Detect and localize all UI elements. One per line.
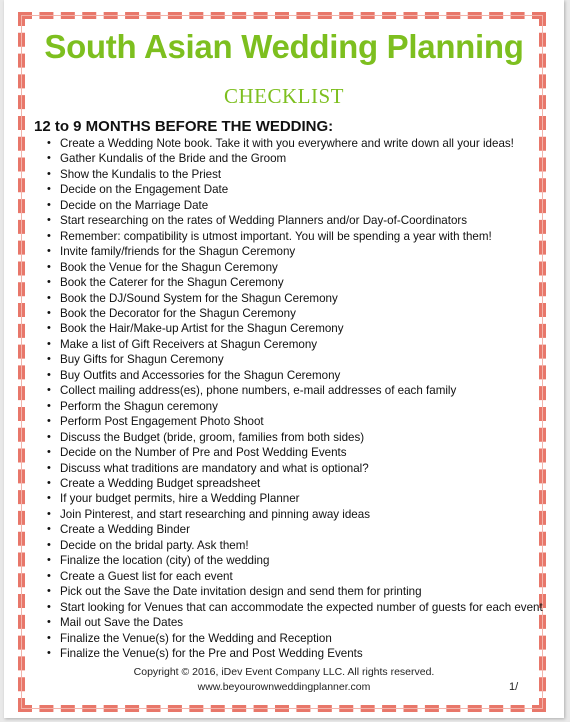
bullet-icon: •: [47, 167, 51, 180]
checklist-item-text: Create a Guest list for each event: [60, 569, 233, 583]
checklist-item-text: Start looking for Venues that can accommodate the expected number of guests for each event: [60, 600, 543, 614]
checklist-item-text: Create a Wedding Note book. Take it with you everywhere and write down all your ideas!: [60, 137, 514, 150]
checklist-item-text: Create a Wedding Budget spreadsheet: [60, 476, 261, 490]
checklist-item: [36, 491, 546, 506]
checklist-item-text: Buy Gifts for Shagun Ceremony: [60, 353, 224, 367]
checklist-item: [36, 615, 546, 630]
checklist-item: [36, 646, 546, 661]
checklist-item: [36, 306, 546, 321]
document-page: [4, 0, 564, 718]
checklist-item-text: Book the DJ/Sound System for the Shagun Ceremony: [60, 291, 338, 305]
checklist-item: [36, 430, 546, 445]
bullet-icon: •: [47, 569, 51, 582]
checklist-item: [36, 182, 546, 197]
checklist-item: [36, 244, 546, 259]
bullet-icon: •: [47, 492, 51, 505]
checklist-item-text: Decide on the bridal party. Ask them!: [60, 538, 249, 552]
bullet-icon: •: [47, 600, 51, 613]
checklist-item: [36, 260, 546, 275]
bullet-icon: •: [47, 538, 51, 551]
checklist-item: [36, 522, 546, 537]
checklist-item-text: Discuss the Budget (bride, groom, families from both sides): [60, 430, 365, 444]
page-number: 1/: [509, 681, 519, 693]
bullet-icon: •: [47, 353, 51, 366]
copyright-text: Copyright © 2016, iDev Event Company LLC. All rights reserved.: [133, 666, 435, 678]
bullet-icon: •: [47, 415, 51, 428]
checklist-item: [36, 229, 546, 244]
bullet-icon: •: [47, 137, 51, 149]
checklist-item-text: Finalize the Venue(s) for the Pre and Post Wedding Events: [60, 646, 363, 660]
checklist-item: [36, 352, 546, 367]
bullet-icon: •: [47, 523, 51, 536]
checklist-item-text: Join Pinterest, and start researching and pinning away ideas: [60, 507, 370, 521]
checklist-item: [36, 600, 546, 615]
checklist-item-text: Make a list of Gift Receivers at Shagun Ceremony: [60, 337, 318, 351]
bullet-icon: •: [47, 322, 51, 335]
checklist-item: [36, 553, 546, 568]
checklist-item: [36, 321, 546, 336]
bullet-icon: •: [47, 554, 51, 567]
checklist-item: [36, 275, 546, 290]
bullet-icon: •: [47, 476, 51, 489]
bullet-icon: •: [47, 152, 51, 165]
checklist-item-text: Decide on the Marriage Date: [60, 198, 209, 212]
checklist-item-text: Discuss what traditions are mandatory and what is optional?: [60, 461, 369, 475]
checklist-item: [36, 445, 546, 460]
checklist-item-text: Book the Caterer for the Shagun Ceremony: [60, 276, 284, 290]
checklist-item: [36, 198, 546, 213]
bullet-icon: •: [47, 646, 51, 659]
checklist-item-text: Gather Kundalis of the Bride and the Groom: [60, 152, 287, 166]
checklist-item: [36, 631, 546, 646]
checklist-item-text: Book the Decorator for the Shagun Ceremony: [60, 306, 296, 320]
checklist-item: [36, 569, 546, 584]
checklist-item: [36, 476, 546, 491]
bullet-icon: •: [47, 245, 51, 258]
checklist-item: [36, 167, 546, 182]
bullet-icon: •: [47, 214, 51, 227]
checklist-item: [36, 337, 546, 352]
checklist-item-text: Decide on the Number of Pre and Post Wedding Events: [60, 446, 347, 460]
checklist-item: [36, 399, 546, 414]
checklist-item-text: Book the Venue for the Shagun Ceremony: [60, 260, 278, 274]
checklist-item: [36, 291, 546, 306]
checklist-item-text: Pick out the Save the Date invitation design and send them for printing: [60, 585, 422, 599]
bullet-icon: •: [47, 306, 51, 319]
bullet-icon: •: [47, 446, 51, 459]
checklist-item: [36, 368, 546, 383]
bullet-icon: •: [47, 260, 51, 273]
checklist-item-text: Perform the Shagun ceremony: [60, 399, 218, 413]
checklist-item-text: Mail out Save the Dates: [60, 616, 184, 630]
checklist-item: [36, 584, 546, 599]
checklist-item-text: Finalize the Venue(s) for the Wedding and Reception: [60, 631, 332, 645]
bullet-icon: •: [47, 291, 51, 304]
document-title: South Asian Wedding Planning: [44, 28, 524, 65]
checklist-item: [36, 538, 546, 553]
checklist-item: [36, 151, 546, 166]
checklist-item-text: Collect mailing address(es), phone numbers, e-mail addresses of each family: [60, 384, 457, 398]
checklist-item-text: Remember: compatibility is utmost important. You will be spending a year with them!: [60, 229, 492, 243]
checklist-item-text: Invite family/friends for the Shagun Ceremony: [60, 245, 296, 259]
checklist-item: [36, 136, 546, 151]
bullet-icon: •: [47, 461, 51, 474]
bullet-icon: •: [47, 276, 51, 289]
bullet-icon: •: [47, 585, 51, 598]
bullet-icon: •: [47, 616, 51, 629]
bullet-icon: •: [47, 507, 51, 520]
bullet-icon: •: [47, 368, 51, 381]
bullet-icon: •: [47, 198, 51, 211]
checklist-item-text: Perform Post Engagement Photo Shoot: [60, 415, 264, 429]
bullet-icon: •: [47, 430, 51, 443]
checklist-item: [36, 383, 546, 398]
checklist-item-text: Create a Wedding Binder: [60, 523, 190, 537]
checklist-item-text: Finalize the location (city) of the wedding: [60, 554, 270, 568]
bullet-icon: •: [47, 399, 51, 412]
checklist-item: [36, 414, 546, 429]
checklist-item: [36, 507, 546, 522]
checklist-item-text: Buy Outfits and Accessories for the Shagun Ceremony: [60, 368, 341, 382]
checklist-item-text: Book the Hair/Make-up Artist for the Shagun Ceremony: [60, 322, 344, 336]
bullet-icon: •: [47, 384, 51, 397]
bullet-icon: •: [47, 631, 51, 644]
bullet-icon: •: [47, 229, 51, 242]
website-link[interactable]: www.beyourownweddingplanner.com: [197, 681, 371, 693]
checklist-item: [36, 461, 546, 476]
checklist-item-text: If your budget permits, hire a Wedding Planner: [60, 492, 300, 506]
checklist: [36, 136, 546, 661]
bullet-icon: •: [47, 183, 51, 196]
checklist-item-text: Decide on the Engagement Date: [60, 183, 229, 197]
checklist-item: [36, 213, 546, 228]
document-subtitle: CHECKLIST: [224, 84, 344, 108]
checklist-item-text: Show the Kundalis to the Priest: [60, 167, 222, 181]
section-heading: 12 to 9 MONTHS BEFORE THE WEDDING:: [34, 118, 334, 135]
checklist-item-text: Start researching on the rates of Wedding Planners and/or Day-of-Coordinators: [60, 214, 468, 228]
bullet-icon: •: [47, 337, 51, 350]
